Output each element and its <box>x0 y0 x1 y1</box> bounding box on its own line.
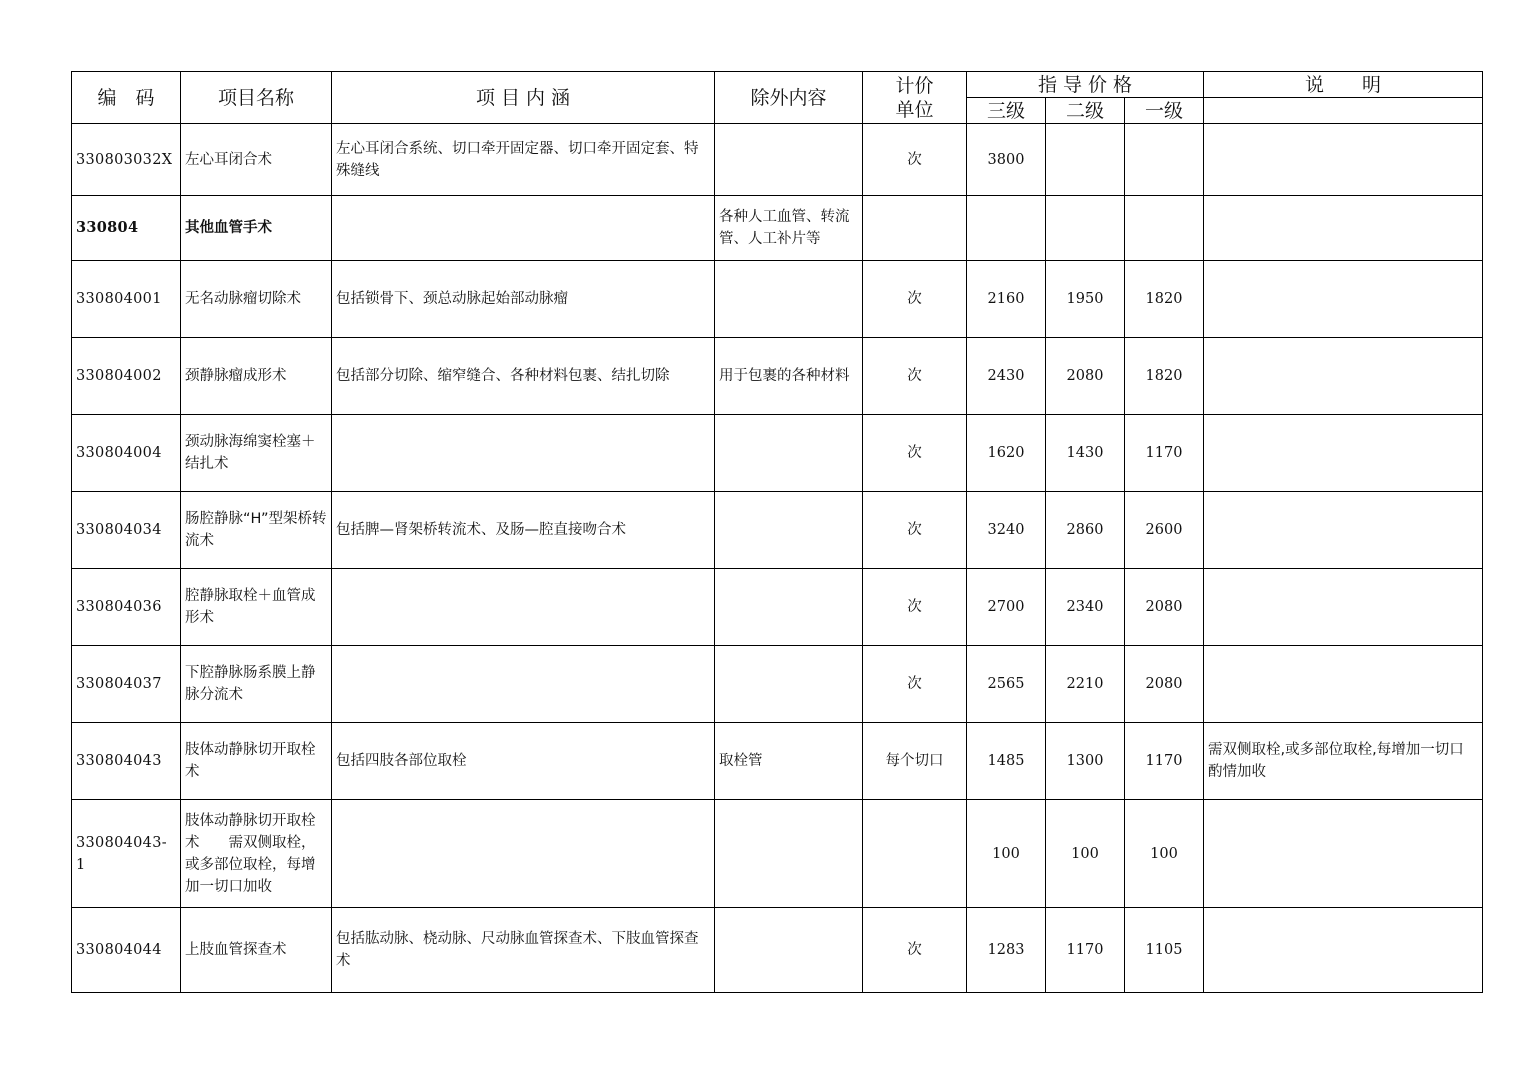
row-content <box>332 646 715 723</box>
row-price-level1: 2600 <box>1125 492 1204 569</box>
row-unit: 次 <box>863 908 967 993</box>
row-price-level1: 2080 <box>1125 569 1204 646</box>
row-excluded <box>715 800 863 908</box>
row-remark <box>1204 415 1483 492</box>
header-level2: 二级 <box>1046 98 1125 124</box>
row-excluded <box>715 261 863 338</box>
row-price-level3: 3240 <box>967 492 1046 569</box>
header-remark: 说 明 <box>1204 72 1483 98</box>
header-remark-sub <box>1204 98 1483 124</box>
row-unit <box>863 196 967 261</box>
row-content <box>332 569 715 646</box>
row-remark <box>1204 908 1483 993</box>
row-name: 腔静脉取栓＋血管成形术 <box>181 569 332 646</box>
row-unit: 次 <box>863 492 967 569</box>
row-price-level3: 2565 <box>967 646 1046 723</box>
table-row <box>72 261 1483 338</box>
row-code: 330804043-1 <box>72 800 181 908</box>
row-name: 上肢血管探查术 <box>181 908 332 993</box>
row-price-level3: 1485 <box>967 723 1046 800</box>
row-content <box>332 415 715 492</box>
row-excluded <box>715 492 863 569</box>
row-unit: 次 <box>863 569 967 646</box>
row-price-level3: 2160 <box>967 261 1046 338</box>
header-unit-line2: 单位 <box>895 98 934 121</box>
row-excluded <box>715 415 863 492</box>
row-remark <box>1204 338 1483 415</box>
row-price-level2: 1170 <box>1046 908 1125 993</box>
row-code: 330803032X <box>72 124 181 196</box>
row-remark <box>1204 569 1483 646</box>
row-unit: 次 <box>863 124 967 196</box>
price-table <box>71 71 1483 993</box>
row-price-level1: 2080 <box>1125 646 1204 723</box>
row-content: 左心耳闭合系统、切口牵开固定器、切口牵开固定套、特殊缝线 <box>332 124 715 196</box>
row-price-level2 <box>1046 196 1125 261</box>
table-row <box>72 723 1483 800</box>
row-unit: 次 <box>863 261 967 338</box>
row-code: 330804034 <box>72 492 181 569</box>
table-row <box>72 800 1483 908</box>
row-price-level3: 3800 <box>967 124 1046 196</box>
row-price-level1 <box>1125 124 1204 196</box>
row-name: 其他血管手术 <box>181 196 332 261</box>
row-name: 下腔静脉肠系膜上静脉分流术 <box>181 646 332 723</box>
row-name: 肢体动静脉切开取栓术 需双侧取栓，或多部位取栓，每增加一切口加收 <box>181 800 332 908</box>
header-content: 项 目 内 涵 <box>332 72 715 124</box>
row-price-level2: 1430 <box>1046 415 1125 492</box>
row-price-level3: 100 <box>967 800 1046 908</box>
row-name: 左心耳闭合术 <box>181 124 332 196</box>
row-price-level1: 1170 <box>1125 415 1204 492</box>
row-content <box>332 196 715 261</box>
row-name: 无名动脉瘤切除术 <box>181 261 332 338</box>
row-code: 330804002 <box>72 338 181 415</box>
table-row <box>72 415 1483 492</box>
row-price-level1: 1820 <box>1125 261 1204 338</box>
row-price-level1 <box>1125 196 1204 261</box>
row-price-level1: 1105 <box>1125 908 1204 993</box>
row-remark <box>1204 646 1483 723</box>
row-code: 330804 <box>72 196 181 261</box>
table-row <box>72 646 1483 723</box>
row-price-level3: 2700 <box>967 569 1046 646</box>
row-name: 颈静脉瘤成形术 <box>181 338 332 415</box>
row-remark <box>1204 492 1483 569</box>
row-unit: 次 <box>863 338 967 415</box>
row-price-level2 <box>1046 124 1125 196</box>
row-content: 包括部分切除、缩窄缝合、各种材料包裹、结扎切除 <box>332 338 715 415</box>
row-price-level1: 1820 <box>1125 338 1204 415</box>
row-price-level2: 100 <box>1046 800 1125 908</box>
row-code: 330804001 <box>72 261 181 338</box>
row-price-level3 <box>967 196 1046 261</box>
row-unit: 次 <box>863 646 967 723</box>
header-level1: 一级 <box>1125 98 1204 124</box>
row-excluded <box>715 908 863 993</box>
row-unit: 次 <box>863 415 967 492</box>
row-content: 包括肱动脉、桡动脉、尺动脉血管探查术、下肢血管探查术 <box>332 908 715 993</box>
row-remark <box>1204 196 1483 261</box>
row-excluded <box>715 646 863 723</box>
row-code: 330804037 <box>72 646 181 723</box>
row-name: 肠腔静脉“H”型架桥转流术 <box>181 492 332 569</box>
row-remark <box>1204 800 1483 908</box>
row-content: 包括四肢各部位取栓 <box>332 723 715 800</box>
row-remark <box>1204 261 1483 338</box>
row-code: 330804044 <box>72 908 181 993</box>
header-excluded: 除外内容 <box>715 72 863 124</box>
row-unit: 每个切口 <box>863 723 967 800</box>
table-row <box>72 124 1483 196</box>
row-excluded <box>715 569 863 646</box>
table-row <box>72 492 1483 569</box>
row-content: 包括脾—肾架桥转流术、及肠—腔直接吻合术 <box>332 492 715 569</box>
row-price-level2: 2340 <box>1046 569 1125 646</box>
row-remark: 需双侧取栓,或多部位取栓,每增加一切口酌情加收 <box>1204 723 1483 800</box>
table-row <box>72 338 1483 415</box>
row-content <box>332 800 715 908</box>
table-row <box>72 908 1483 993</box>
row-price-level2: 2860 <box>1046 492 1125 569</box>
header-unit-line1: 计价 <box>895 74 934 97</box>
row-content: 包括锁骨下、颈总动脉起始部动脉瘤 <box>332 261 715 338</box>
header-price-group: 指 导 价 格 <box>967 72 1204 98</box>
row-excluded: 取栓管 <box>715 723 863 800</box>
row-excluded: 用于包裹的各种材料 <box>715 338 863 415</box>
row-price-level1: 100 <box>1125 800 1204 908</box>
row-price-level2: 1950 <box>1046 261 1125 338</box>
row-excluded <box>715 124 863 196</box>
table-row <box>72 196 1483 261</box>
header-level3: 三级 <box>967 98 1046 124</box>
row-excluded: 各种人工血管、转流管、人工补片等 <box>715 196 863 261</box>
row-code: 330804004 <box>72 415 181 492</box>
row-code: 330804036 <box>72 569 181 646</box>
row-price-level3: 1283 <box>967 908 1046 993</box>
row-price-level3: 1620 <box>967 415 1046 492</box>
row-price-level3: 2430 <box>967 338 1046 415</box>
row-unit <box>863 800 967 908</box>
row-remark <box>1204 124 1483 196</box>
row-name: 肢体动静脉切开取栓术 <box>181 723 332 800</box>
table-row <box>72 569 1483 646</box>
row-price-level2: 1300 <box>1046 723 1125 800</box>
header-unit <box>863 72 967 124</box>
row-price-level2: 2080 <box>1046 338 1125 415</box>
header-code: 编 码 <box>72 72 181 124</box>
row-price-level2: 2210 <box>1046 646 1125 723</box>
row-name: 颈动脉海绵窦栓塞＋结扎术 <box>181 415 332 492</box>
header-name: 项目名称 <box>181 72 332 124</box>
row-code: 330804043 <box>72 723 181 800</box>
row-price-level1: 1170 <box>1125 723 1204 800</box>
